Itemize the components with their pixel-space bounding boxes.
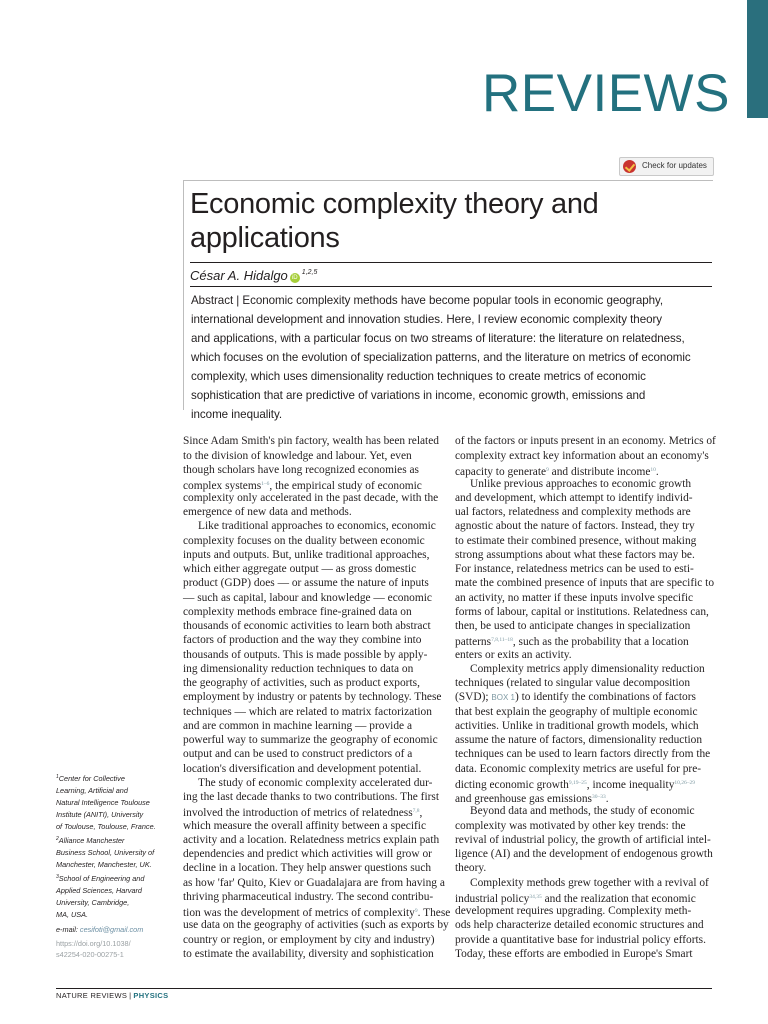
text: .	[605, 793, 609, 805]
affiliation-number: 1	[56, 774, 59, 780]
body-line: assume the nature of factors, dimensionality reduction	[455, 734, 703, 746]
orcid-icon[interactable]: iD	[290, 273, 300, 283]
affiliation-number: 3	[56, 874, 59, 880]
abstract-line: income inequality.	[191, 408, 283, 421]
body-line	[183, 804, 422, 820]
citation-link[interactable]: 9	[546, 467, 549, 473]
body-line	[455, 690, 696, 705]
body-line: complexity focuses on the duality between economic	[183, 535, 425, 547]
affiliation-line	[56, 874, 144, 883]
body-line: decline in a location. They help answer questions such	[183, 862, 432, 874]
affiliation-number: 2	[56, 836, 59, 842]
text: , such as the probability that a location	[512, 636, 689, 648]
body-line: — such as capital, labour and knowledge — economic	[183, 592, 432, 604]
citation-link[interactable]: 34,35	[529, 894, 542, 900]
body-line: that best explain the geography of multiple economic	[455, 706, 698, 718]
body-line: ual factors, relatedness and complexity methods are	[455, 506, 691, 518]
body-line: agnostic about the nature of factors. Instead, they try	[455, 520, 695, 532]
body-line: and are common in machine learning — provide a	[183, 720, 412, 732]
body-line: an activity, no matter if these inputs involve specific	[455, 592, 694, 604]
article-title-line-1: Economic complexity theory and	[190, 188, 599, 220]
text: involved the introduction of metrics of relatedness	[183, 807, 413, 819]
doi-link[interactable]: https://doi.org/10.1038/	[56, 939, 131, 948]
body-line: activity and a location. Relatedness metrics explain path	[183, 834, 440, 846]
author-rule	[190, 286, 712, 287]
body-line: factors of production and the way they combine into	[183, 634, 422, 646]
affiliation-line: Business School, University of	[56, 848, 155, 857]
body-line: Unlike previous approaches to economic growth	[470, 478, 692, 490]
check-for-updates-button[interactable]	[619, 157, 714, 176]
header-side-rule	[183, 180, 184, 410]
body-line	[455, 633, 689, 649]
body-line: forms of labour, capital or institutions. Relatedness can,	[455, 606, 709, 618]
citation-link[interactable]: 1–6	[261, 481, 270, 487]
affiliation-line: Natural Intelligence Toulouse	[56, 798, 150, 807]
email-link[interactable]: cesifoti@gmail.com	[79, 925, 144, 934]
text: complex systems	[183, 480, 262, 492]
body-line: ligence (AI) and the development of endogenous growth	[455, 848, 713, 860]
body-line: which measure the overall affinity between a specific	[183, 820, 427, 832]
email-line	[56, 925, 143, 934]
text: tion was the development of metrics of complexity	[183, 907, 415, 919]
text: industrial policy	[455, 893, 530, 905]
body-line: mate the combined presence of inputs that are specific to	[455, 577, 715, 589]
journal-name: NATURE REVIEWS	[56, 991, 128, 1000]
body-line: to estimate their combined presence, without making	[455, 535, 697, 547]
body-line: Since Adam Smith's pin factory, wealth has been related	[183, 435, 439, 447]
citation-link[interactable]: 9,19–25	[568, 780, 587, 786]
text: , the empirical study of economic	[269, 480, 422, 492]
affiliation-line: MA, USA.	[56, 910, 89, 919]
text: patterns	[455, 636, 492, 648]
box-link[interactable]: BOX 1	[491, 693, 515, 702]
author-affiliation-refs: 1,2,5	[301, 269, 318, 276]
text: dicting economic growth	[455, 779, 569, 791]
text: capacity to generate	[455, 466, 547, 478]
body-line: product (GDP) does — or assume the nature of inputs	[183, 577, 429, 589]
abstract-line: and applications, with a particular focus on two streams of literature: the literature on relatedness,	[191, 332, 685, 345]
body-line: dependencies and predict which activities will grow or	[183, 848, 432, 860]
body-line: of the factors or inputs present in an economy. Metrics of	[455, 435, 716, 447]
text: Alliance Manchester	[58, 836, 125, 845]
text: Center for Collective	[58, 774, 125, 783]
body-line: activities. Unlike in traditional growth models, which	[455, 720, 699, 732]
abstract-line: complexity, which uses dimensionality reduction techniques to create metrics of economic	[191, 370, 646, 383]
affiliation-line: University, Cambridge,	[56, 898, 130, 907]
body-line: For instance, relatedness metrics can be used to esti-	[455, 563, 694, 575]
journal-section: PHYSICS	[133, 991, 169, 1000]
citation-link[interactable]: 10,26–29	[674, 780, 696, 786]
body-line: powerful way to summarize the geography of economic	[183, 734, 438, 746]
footer	[56, 991, 168, 1000]
text: . These	[417, 907, 451, 919]
abstract-line: sophistication that are predictive of variations in income, economic growth, emissions and	[191, 389, 646, 402]
body-line: emergence of new data and methods.	[183, 506, 352, 518]
body-line: Like traditional approaches to economics, economic	[198, 520, 436, 532]
body-line: employment by industry or patents by technology. These	[183, 691, 442, 703]
affiliation-line	[56, 836, 125, 845]
body-line: strong assumptions about what these factors may be.	[455, 549, 695, 561]
text: (SVD);	[455, 691, 489, 703]
affiliation-line: Learning, Artificial and	[56, 786, 128, 795]
body-line: then, be used to anticipate changes in specialization	[455, 620, 691, 632]
body-line: development requires upgrading. Complexity meth-	[455, 905, 692, 917]
text: , income inequality	[586, 779, 675, 791]
text: ) to identify the combinations of factors	[514, 691, 696, 703]
body-line: use data on the geography of activities (such as exports by	[183, 919, 449, 931]
body-line: techniques (related to singular value decomposition	[455, 677, 691, 689]
body-line: the geography of activities, such as product exports,	[183, 677, 420, 689]
edge-tab-bar	[747, 0, 768, 118]
text: and greenhouse gas emissions	[455, 793, 592, 805]
abstract-line: international development and innovation studies. Here, I review economic complexity theory	[191, 313, 663, 326]
body-line: Beyond data and methods, the study of economic	[470, 805, 695, 817]
text: .	[655, 466, 659, 478]
citation-link[interactable]: 9	[414, 908, 418, 914]
body-line: data. Economic complexity metrics are useful for pre-	[455, 763, 702, 775]
text: School of Engineering and	[58, 874, 145, 883]
article-title	[190, 187, 690, 255]
body-line: complexity only accelerated in the past decade, with the	[183, 492, 439, 504]
body-line: thriving pharmaceutical industry. The second contribu-	[183, 891, 434, 903]
title-rule	[190, 262, 712, 263]
body-line: complexity extract key information about an economy's	[455, 450, 709, 462]
text: ,	[419, 807, 423, 819]
citation-link[interactable]: 10	[650, 467, 656, 473]
body-line: Complexity methods grew together with a revival of	[470, 877, 709, 889]
body-line: though scholars have long recognized economies as	[183, 464, 419, 476]
header-rule	[183, 180, 713, 181]
citation-link[interactable]: 7,8,11–18	[491, 637, 513, 643]
body-line: output and can be used to construct predictors of a	[183, 748, 413, 760]
body-line: thousands of economic activities to learn both abstract	[183, 620, 431, 632]
doi-link[interactable]: s42254-020-00275-1	[56, 950, 124, 959]
affiliation-line: of Toulouse, Toulouse, France.	[56, 822, 156, 831]
body-line: Today, these efforts are embodied in Europe's Smart	[455, 948, 693, 960]
author-name[interactable]: César A. Hidalgo	[190, 268, 288, 283]
body-line: as how 'far' Quito, Kiev or Guadalajara are from having a	[183, 877, 445, 889]
body-line: techniques can be used to learn factors directly from the	[455, 748, 711, 760]
body-line: The study of economic complexity accelerated dur-	[198, 777, 433, 789]
article-title-line-2: applications	[190, 222, 340, 254]
body-line: inputs and outputs. But, unlike traditional approaches,	[183, 549, 430, 561]
body-line: revival of industrial policy, the growth of artificial intel-	[455, 834, 711, 846]
body-line: location's diversification and development potential.	[183, 763, 422, 775]
body-line: thousands of outputs. This is made possible by apply-	[183, 649, 428, 661]
body-line: complexity was motivated by other key trends: the	[455, 820, 686, 832]
footer-separator: |	[129, 991, 132, 1000]
affiliation-line: Applied Sciences, Harvard	[56, 886, 142, 895]
body-line: complexity methods embrace fine-grained data on	[183, 606, 412, 618]
citation-link[interactable]: 7,8	[412, 808, 420, 814]
body-line: Complexity metrics apply dimensionality reduction	[470, 663, 705, 675]
body-line: and development, which attempt to identify individ-	[455, 492, 693, 504]
affiliation-line: Institute (ANITI), University	[56, 810, 144, 819]
footer-rule	[56, 988, 712, 989]
body-line: ing dimensionality reduction techniques to data on	[183, 663, 414, 675]
email-label: e-mail:	[56, 925, 80, 934]
section-heading: REVIEWS	[482, 64, 730, 123]
crossmark-icon	[623, 160, 636, 173]
body-line: to estimate the availability, diversity and sophistication	[183, 948, 434, 960]
body-line: provide a quantitative base for industrial policy efforts.	[455, 934, 706, 946]
check-for-updates-label: Check for updates	[642, 161, 707, 170]
body-line: theory.	[455, 862, 487, 874]
abstract-line: which focuses on the evolution of specialization patterns, and the literature on metrics of economic	[191, 351, 691, 364]
citation-link[interactable]: 30–33	[591, 794, 606, 800]
body-line: ods help characterize detailed economic structures and	[455, 919, 704, 931]
body-line: ing the last decade thanks to two contributions. The first	[183, 791, 440, 803]
body-line: enters or exits an activity.	[455, 649, 572, 661]
abstract-line: Abstract | Economic complexity methods have become popular tools in economic geography,	[191, 294, 664, 307]
text: and the realization that economic	[541, 893, 696, 905]
body-line: which either aggregate output — as gross domestic	[183, 563, 417, 575]
affiliation-line: Manchester, Manchester, UK.	[56, 860, 152, 869]
body-line: techniques — which are related to matrix factorization	[183, 706, 432, 718]
affiliation-line	[56, 774, 125, 783]
body-line: country or region, or employment by city and industry)	[183, 934, 435, 946]
author-byline	[190, 268, 317, 283]
body-line: to the division of knowledge and labour. Yet, even	[183, 450, 412, 462]
text: and distribute income	[548, 466, 651, 478]
